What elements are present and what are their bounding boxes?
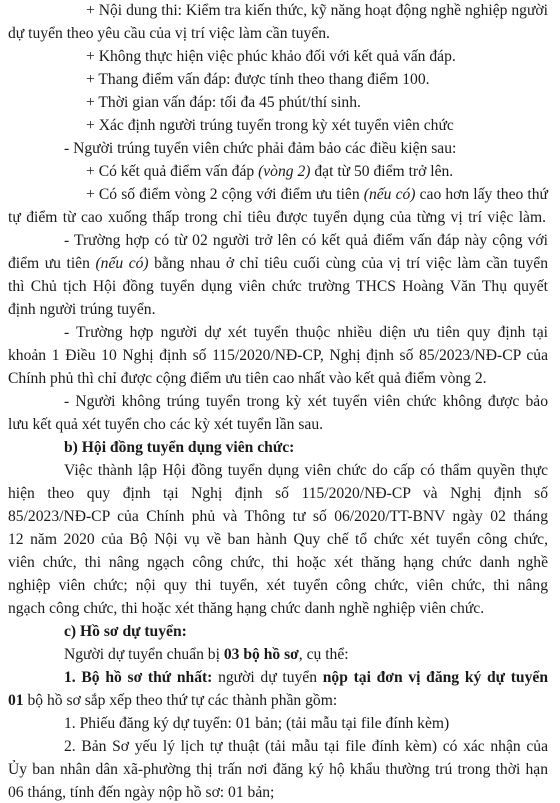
text-line: + Thang điểm vấn đáp: được tính theo thang điểm 100. bbox=[86, 71, 430, 88]
text-line: + Có số điểm vòng 2 cộng với điểm ưu tiên (nếu có) cao hơn lấy theo thứ bbox=[86, 186, 548, 203]
text-line: + Nội dung thi: Kiểm tra kiến thức, kỹ năng hoạt động nghề nghiệp người bbox=[86, 2, 548, 19]
text-line: 1. Phiếu đăng ký dự tuyển: 01 bản; (tải mẫu tại file đính kèm) bbox=[64, 715, 450, 732]
text-line: Chính phủ thì chỉ được cộng điểm ưu tiên cao nhất vào kết quả điểm vòng 2. bbox=[8, 370, 487, 387]
text-line: Người dự tuyển chuẩn bị 03 bộ hồ sơ, cụ thể: bbox=[64, 646, 349, 663]
text-line: 85/2023/NĐ-CP của Chính phủ và Thông tư số 06/2020/TT-BNV ngày 02 tháng bbox=[8, 508, 548, 525]
text-line: hiện theo quy định tại Nghị định số 115/2020/NĐ-CP và Nghị định số bbox=[8, 485, 548, 502]
text-line: 2. Bản Sơ yếu lý lịch tự thuật (tải mẫu tại file đính kèm) có xác nhận của bbox=[64, 738, 548, 755]
text-line: khoản 1 Điều 10 Nghị định số 115/2020/NĐ-CP, Nghị định số 85/2023/NĐ-CP của bbox=[8, 347, 548, 364]
text-line: 12 năm 2020 của Bộ Nội vụ về ban hành Quy chế tổ chức xét tuyển công chức, bbox=[8, 531, 548, 548]
text-line: + Có kết quả điểm vấn đáp (vòng 2) đạt từ 50 điểm trở lên. bbox=[86, 163, 454, 180]
text-line: định người trúng tuyển. bbox=[8, 301, 156, 318]
text-line: + Xác định người trúng tuyển trong kỳ xét tuyển viên chức bbox=[86, 117, 454, 134]
text-line: Việc thành lập Hội đồng tuyển dụng viên chức do cấp có thẩm quyền thực bbox=[64, 462, 548, 479]
text-line: thì Chủ tịch Hội đồng tuyển dụng viên chức trường THCS Hoàng Văn Thụ quyết bbox=[8, 278, 548, 295]
text-line: lưu kết quả xét tuyển cho các kỳ xét tuyển lần sau. bbox=[8, 416, 324, 433]
text-line: ngạch công chức, thi hoặc xét thăng hạng chức danh nghề nghiệp viên chức. bbox=[8, 600, 485, 617]
text-line: dự tuyển theo yêu cầu của vị trí việc làm cần tuyển. bbox=[8, 25, 330, 42]
text-line: Ủy ban nhân dân xã-phường thị trấn nơi đăng ký hộ khẩu thường trú trong thời hạn bbox=[8, 761, 548, 778]
text-line: - Trường hợp có từ 02 người trở lên có kết quả điểm vấn đáp này cộng với bbox=[64, 232, 548, 249]
text-line: + Thời gian vấn đáp: tối đa 45 phút/thí sinh. bbox=[86, 94, 361, 111]
text-line: điểm ưu tiên (nếu có) bằng nhau ở chỉ tiêu cuối cùng của vị trí việc làm cần tuyển bbox=[8, 255, 548, 272]
text-line: 01 bộ hồ sơ sắp xếp theo thứ tự các thành phần gồm: bbox=[8, 692, 338, 709]
text-line: - Trường hợp người dự xét tuyển thuộc nhiều diện ưu tiên quy định tại bbox=[64, 324, 548, 341]
text-line: + Không thực hiện việc phúc khảo đối với kết quả vấn đáp. bbox=[86, 48, 456, 65]
text-line: viên chức, thi nâng ngạch công chức, thi hoặc xét thăng hạng chức danh nghề bbox=[8, 554, 548, 571]
section-heading: c) Hồ sơ dự tuyển: bbox=[64, 623, 187, 640]
text-line: 1. Bộ hồ sơ thứ nhất: người dự tuyển nộp tại đơn vị đăng ký dự tuyển bbox=[64, 669, 548, 686]
text-line: - Người không trúng tuyển trong kỳ xét tuyển viên chức không được bảo bbox=[64, 393, 548, 410]
section-heading: b) Hội đồng tuyển dụng viên chức: bbox=[64, 439, 295, 456]
text-line: 06 tháng, tính đến ngày nộp hồ sơ: 01 bản; bbox=[8, 784, 275, 801]
text-line: nghiệp viên chức; nội quy thi tuyển, xét tuyển công chức, viên chức, thi nâng bbox=[8, 577, 548, 594]
text-line: - Người trúng tuyển viên chức phải đảm bảo các điều kiện sau: bbox=[64, 140, 457, 157]
text-line: tự điểm từ cao xuống thấp trong chỉ tiêu được tuyển dụng của từng vị trí việc làm. bbox=[8, 209, 546, 226]
